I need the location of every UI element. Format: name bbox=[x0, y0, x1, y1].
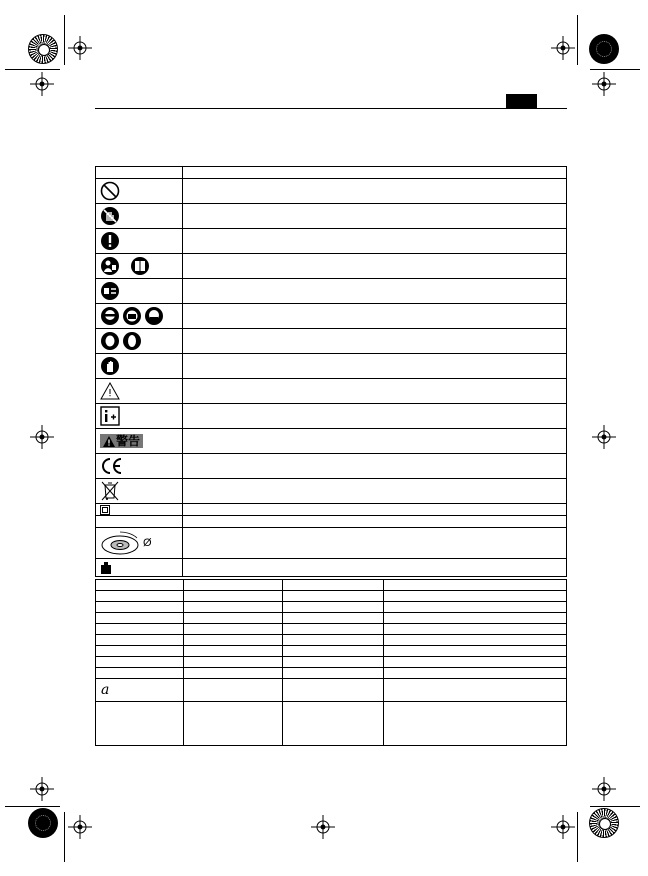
table-cell bbox=[384, 624, 567, 635]
symbol-description bbox=[183, 279, 567, 304]
table-cell bbox=[384, 591, 567, 602]
symbol-description bbox=[183, 479, 567, 504]
registration-solid-icon bbox=[28, 808, 58, 838]
symbol-description bbox=[183, 204, 567, 229]
table-row bbox=[96, 602, 567, 613]
table-cell bbox=[283, 635, 384, 646]
warning-label-text: 警告 bbox=[116, 434, 141, 448]
table-cell bbox=[283, 580, 384, 591]
table-cell bbox=[384, 646, 567, 657]
table-cell bbox=[184, 613, 283, 624]
symbol-description bbox=[183, 179, 567, 204]
table-row bbox=[96, 624, 567, 635]
no-hand-touch-icon bbox=[100, 206, 120, 226]
table-cell bbox=[96, 624, 184, 635]
language-tab bbox=[506, 94, 537, 108]
table-cell bbox=[384, 679, 567, 702]
table-cell bbox=[96, 679, 184, 702]
table-cell bbox=[384, 635, 567, 646]
crosshair-icon bbox=[551, 36, 575, 60]
table-row bbox=[96, 635, 567, 646]
registration-burst-icon bbox=[589, 808, 619, 838]
table-cell bbox=[96, 591, 184, 602]
table-cell bbox=[96, 668, 184, 679]
table-cell bbox=[283, 668, 384, 679]
symbol-row bbox=[96, 429, 567, 454]
grinding-disc-icon bbox=[100, 530, 140, 556]
table-cell bbox=[283, 702, 384, 746]
table-cell bbox=[184, 624, 283, 635]
symbol-row bbox=[96, 404, 567, 429]
table-cell bbox=[184, 679, 283, 702]
symbol-row bbox=[96, 329, 567, 354]
exclamation-icon bbox=[100, 231, 120, 251]
table-cell bbox=[384, 613, 567, 624]
symbol-row bbox=[96, 516, 567, 528]
table-row bbox=[96, 679, 567, 702]
unplug-icon bbox=[100, 281, 120, 301]
table-cell bbox=[384, 702, 567, 746]
table-cell bbox=[283, 646, 384, 657]
crosshair-icon bbox=[592, 777, 616, 801]
symbol-description bbox=[183, 454, 567, 479]
symbol-description bbox=[183, 304, 567, 329]
info-plus-icon bbox=[100, 406, 120, 426]
double-insulation-icon bbox=[100, 505, 110, 515]
hearing-protection-icon bbox=[122, 331, 142, 351]
table-cell bbox=[384, 602, 567, 613]
read-manual-person-icon bbox=[100, 256, 120, 276]
table-cell bbox=[96, 613, 184, 624]
symbol-row bbox=[96, 204, 567, 229]
table-row bbox=[96, 580, 567, 591]
header-rule bbox=[95, 108, 567, 109]
table-cell bbox=[283, 679, 384, 702]
crosshair-icon bbox=[311, 815, 335, 839]
table-row bbox=[96, 668, 567, 679]
table-row bbox=[96, 702, 567, 746]
diameter-symbol: Ø bbox=[143, 537, 152, 549]
crosshair-icon bbox=[68, 815, 92, 839]
crossed-bin-icon bbox=[100, 480, 120, 502]
symbol-row bbox=[96, 454, 567, 479]
crosshair-icon bbox=[30, 72, 54, 96]
table-cell bbox=[184, 580, 283, 591]
symbol-row bbox=[96, 304, 567, 329]
crosshair-icon bbox=[551, 815, 575, 839]
prohibition-icon bbox=[100, 181, 120, 201]
symbol-description bbox=[183, 528, 567, 559]
symbol-description bbox=[183, 559, 567, 577]
table-cell bbox=[384, 580, 567, 591]
symbol-row bbox=[96, 354, 567, 379]
symbol-row bbox=[96, 479, 567, 504]
table-row bbox=[96, 646, 567, 657]
crosshair-icon bbox=[592, 425, 616, 449]
helmet-icon bbox=[100, 331, 120, 351]
safety-glasses-icon bbox=[100, 306, 120, 326]
symbol-description bbox=[183, 404, 567, 429]
warning-triangle-icon bbox=[100, 382, 120, 400]
symbol-row bbox=[96, 504, 567, 516]
crosshair-icon bbox=[592, 72, 616, 96]
symbol-description bbox=[183, 329, 567, 354]
table-cell bbox=[184, 602, 283, 613]
symbol-row bbox=[96, 254, 567, 279]
symbol-table bbox=[95, 166, 567, 577]
table-cell bbox=[184, 702, 283, 746]
crosshair-icon bbox=[30, 777, 54, 801]
table-cell bbox=[283, 624, 384, 635]
table-cell bbox=[283, 613, 384, 624]
symbol-description bbox=[183, 516, 567, 528]
ce-mark-icon bbox=[100, 457, 124, 475]
technical-data-table bbox=[95, 579, 567, 746]
table-cell bbox=[384, 668, 567, 679]
table-cell bbox=[184, 591, 283, 602]
crosshair-icon bbox=[30, 425, 54, 449]
weight-icon bbox=[100, 562, 112, 574]
table-cell bbox=[283, 591, 384, 602]
symbol-row bbox=[96, 179, 567, 204]
manual-book-icon bbox=[130, 256, 150, 276]
registration-solid-icon bbox=[589, 34, 619, 64]
ear-protection-icon bbox=[122, 306, 142, 326]
warning-label-icon bbox=[100, 434, 143, 448]
symbol-row bbox=[96, 379, 567, 404]
table-cell bbox=[184, 635, 283, 646]
dust-mask-icon bbox=[144, 306, 164, 326]
table-cell bbox=[184, 646, 283, 657]
symbol-description bbox=[183, 429, 567, 454]
table-cell bbox=[96, 602, 184, 613]
crosshair-icon bbox=[68, 36, 92, 60]
table-row bbox=[96, 613, 567, 624]
table-cell bbox=[96, 635, 184, 646]
symbol-row bbox=[96, 279, 567, 304]
table-cell bbox=[283, 657, 384, 668]
symbol-row bbox=[96, 559, 567, 577]
symbol-description bbox=[183, 354, 567, 379]
symbol-description bbox=[183, 379, 567, 404]
table-cell bbox=[96, 580, 184, 591]
table-cell bbox=[384, 657, 567, 668]
table-cell bbox=[96, 657, 184, 668]
symbol-row bbox=[96, 229, 567, 254]
gloves-icon bbox=[100, 356, 120, 376]
table-row bbox=[96, 591, 567, 602]
symbol-description bbox=[183, 229, 567, 254]
table-cell bbox=[184, 657, 283, 668]
table-row bbox=[96, 657, 567, 668]
registration-burst-icon bbox=[28, 34, 58, 64]
table-cell bbox=[184, 668, 283, 679]
table-cell bbox=[283, 602, 384, 613]
table-cell bbox=[96, 702, 184, 746]
symbol-description bbox=[183, 504, 567, 516]
symbol-table-header bbox=[96, 167, 567, 179]
table-cell bbox=[96, 646, 184, 657]
alert-triangle-icon bbox=[103, 436, 115, 447]
alpha-symbol: a bbox=[101, 682, 110, 698]
symbol-row bbox=[96, 528, 567, 559]
symbol-description bbox=[183, 254, 567, 279]
